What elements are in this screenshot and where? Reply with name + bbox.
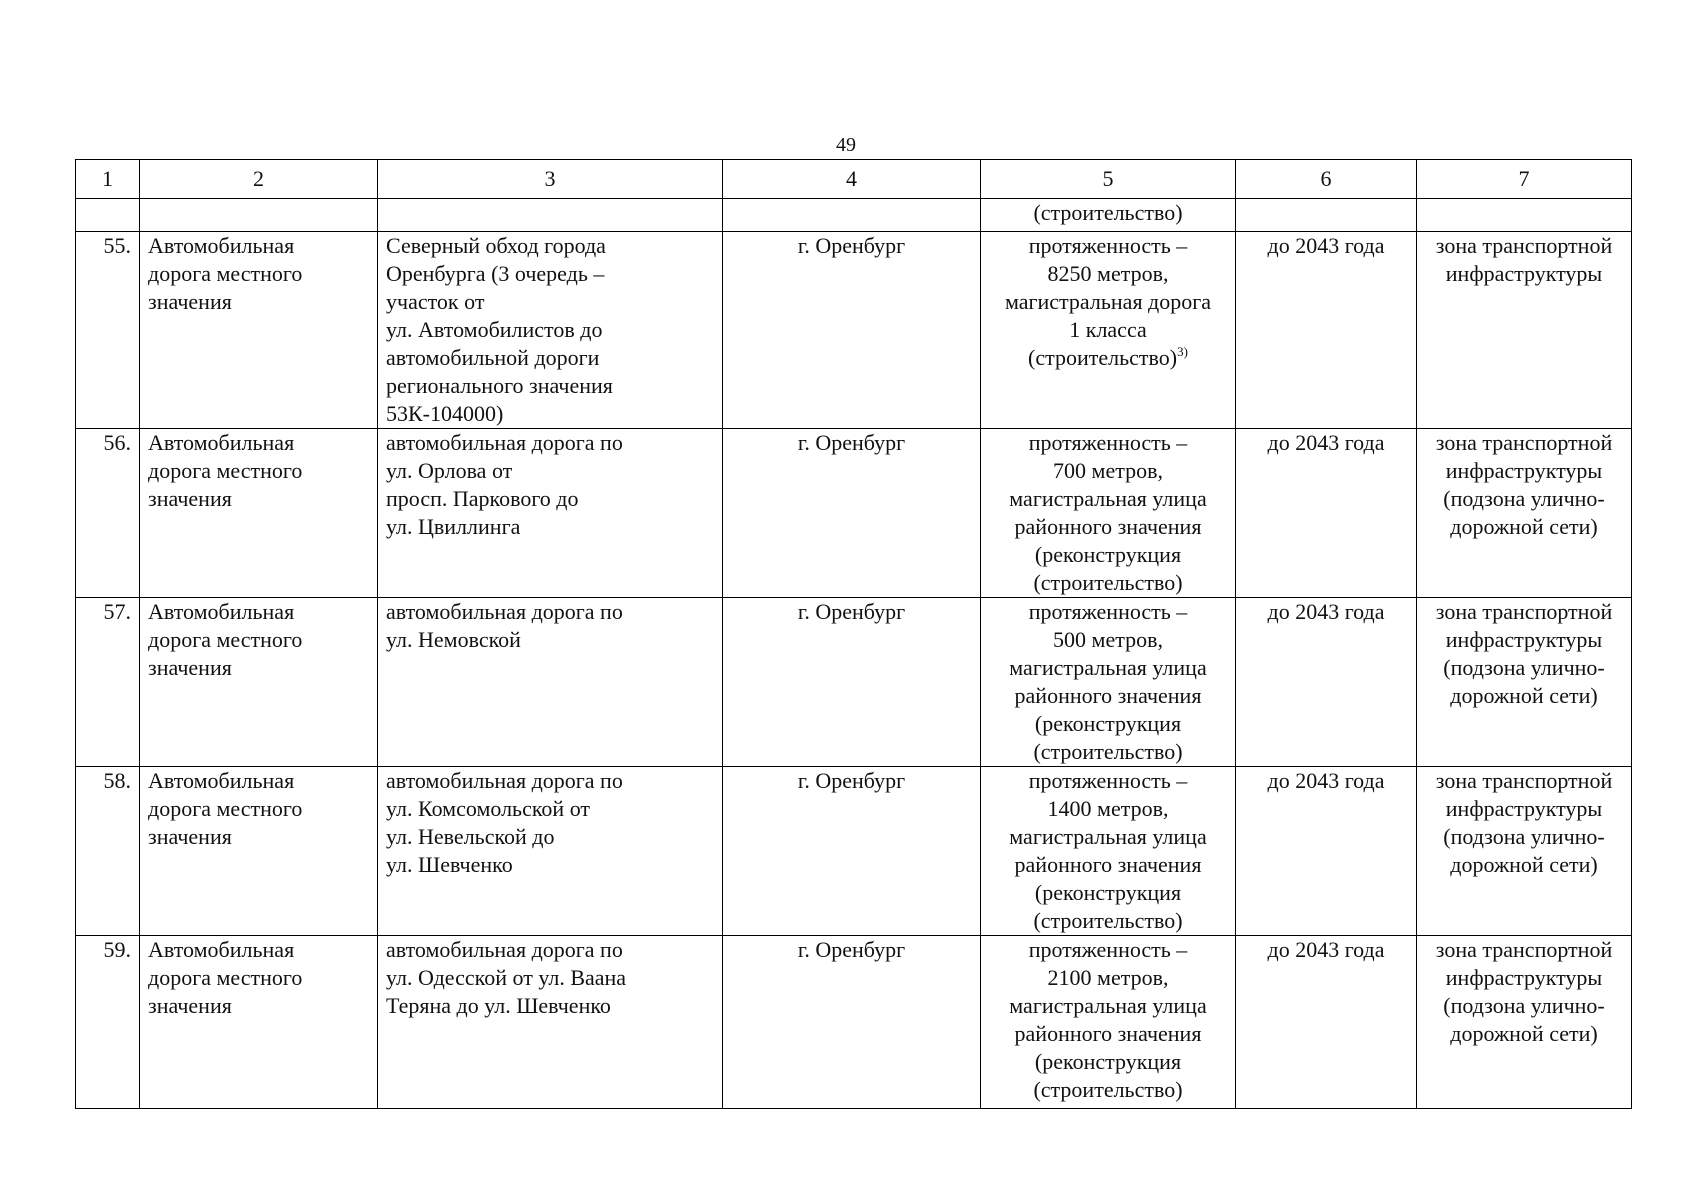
footnote-mark: 3) [1177,344,1188,359]
zone-cell [1417,936,1632,1109]
zone-cell [1417,232,1632,429]
object-type-cell [140,598,378,767]
object-name-cell [378,767,723,936]
params-line: районного значения [1014,514,1202,539]
object-name-line: автомобильной дороги [386,345,600,370]
object-type-line: значения [148,655,232,680]
params-line: магистральная улица [1009,824,1207,849]
zone-line: зона транспортной [1435,233,1613,258]
zone-line: (подзона улично- [1443,655,1605,680]
object-name-line: автомобильная дорога по [386,768,623,793]
object-name-line: участок от [386,289,485,314]
params-cell [981,429,1236,598]
params-line: 8250 метров, [1047,261,1169,286]
object-type-line: дорога местного [148,796,303,821]
params-line: 500 метров, [1053,627,1163,652]
params-line: магистральная дорога [1004,289,1212,314]
zone-line: (подзона улично- [1443,486,1605,511]
params-line: магистральная улица [1009,655,1207,680]
object-name-line: ул. Автомобилистов до [386,317,603,342]
row-number: 57. [76,598,140,767]
deadline: до 2043 года [1236,598,1417,767]
object-type-line: дорога местного [148,261,303,286]
object-name-line: просп. Паркового до [386,486,579,511]
object-name-cell [378,598,723,767]
location: г. Оренбург [723,598,981,767]
params-line: протяженность – [1028,599,1188,624]
params-cell [981,767,1236,936]
params-line: (реконструкция [1034,542,1182,567]
row-number: 56. [76,429,140,598]
params-line: (реконструкция [1034,1049,1182,1074]
object-name-line: автомобильная дорога по [386,599,623,624]
params-line: (строительство) [1033,1077,1183,1102]
object-name-line: Теряна до ул. Шевченко [386,993,611,1018]
object-name-line: Оренбурга (3 очередь – [386,261,605,286]
params-line: (строительство) [1033,570,1183,595]
column-header: 3 [378,160,723,199]
column-header: 5 [981,160,1236,199]
row-number: 55. [76,232,140,429]
object-type-line: дорога местного [148,458,303,483]
params-line-wrap [989,344,1227,372]
column-header: 7 [1417,160,1632,199]
object-type-cell [140,429,378,598]
continuation-row [76,199,1632,232]
object-type-line: дорога местного [148,627,303,652]
zone-line: дорожной сети) [1450,514,1598,539]
params-line: магистральная улица [1009,486,1207,511]
zone-line: (подзона улично- [1443,824,1605,849]
page-number: 49 [836,134,856,156]
params-line: 1 класса [1069,317,1147,342]
object-type-line: значения [148,289,232,314]
object-name-line: автомобильная дорога по [386,937,623,962]
object-type-line: значения [148,824,232,849]
params-line: (строительство) [1033,908,1183,933]
zone-line: дорожной сети) [1450,852,1598,877]
table-cell [723,199,981,232]
location: г. Оренбург [723,767,981,936]
params-line: (строительство) [1033,739,1183,764]
deadline: до 2043 года [1236,936,1417,1109]
object-type-line: дорога местного [148,965,303,990]
table-cell [1236,199,1417,232]
params-line: магистральная улица [1009,993,1207,1018]
params-cell [981,936,1236,1109]
zone-line: дорожной сети) [1450,1021,1598,1046]
object-name-line: 53К-104000) [386,401,504,426]
column-header: 6 [1236,160,1417,199]
object-name-line: ул. Немовской [386,627,521,652]
params-cell [981,598,1236,767]
zone-line: инфраструктуры [1445,458,1603,483]
location: г. Оренбург [723,232,981,429]
object-name-cell [378,232,723,429]
column-header: 1 [76,160,140,199]
object-type-line: Автомобильная [148,599,295,624]
zone-line: зона транспортной [1435,599,1613,624]
zone-line: инфраструктуры [1445,965,1603,990]
zone-line: дорожной сети) [1450,683,1598,708]
object-type-line: Автомобильная [148,233,295,258]
object-name-line: Северный обход города [386,233,606,258]
params-line: районного значения [1014,852,1202,877]
params-line: 2100 метров, [1047,965,1169,990]
deadline: до 2043 года [1236,767,1417,936]
zone-line: зона транспортной [1435,768,1613,793]
object-name-line: ул. Орлова от [386,458,513,483]
table-cell [1417,199,1632,232]
params-cell: (строительство) [981,199,1236,232]
table-row [76,936,1632,1109]
table-row [76,767,1632,936]
params-cell [981,232,1236,429]
params-line: 1400 метров, [1047,796,1169,821]
column-header: 4 [723,160,981,199]
object-type-line: Автомобильная [148,768,295,793]
params-line: (строительство) [1028,345,1178,370]
object-name-cell [378,429,723,598]
row-number: 58. [76,767,140,936]
deadline: до 2043 года [1236,429,1417,598]
object-type-line: значения [148,486,232,511]
params-line: протяженность – [1028,768,1188,793]
object-type-cell [140,767,378,936]
object-type-cell [140,936,378,1109]
zone-line: зона транспортной [1435,430,1613,455]
params-line: районного значения [1014,683,1202,708]
object-name-line: регионального значения [386,373,613,398]
objects-table [75,159,1632,1109]
location: г. Оренбург [723,429,981,598]
object-type-cell [140,232,378,429]
zone-line: инфраструктуры [1445,627,1603,652]
params-line: (реконструкция [1034,880,1182,905]
column-header: 2 [140,160,378,199]
object-type-line: Автомобильная [148,937,295,962]
params-line: протяженность – [1028,937,1188,962]
params-line: 700 метров, [1053,458,1163,483]
zone-cell [1417,767,1632,936]
zone-line: (подзона улично- [1443,993,1605,1018]
deadline: до 2043 года [1236,232,1417,429]
zone-line: зона транспортной [1435,937,1613,962]
object-type-line: значения [148,993,232,1018]
row-number: 59. [76,936,140,1109]
table-cell [76,199,140,232]
object-name-line: ул. Цвиллинга [386,514,521,539]
table-row [76,232,1632,429]
table-cell [378,199,723,232]
zone-line: инфраструктуры [1445,796,1603,821]
object-type-line: Автомобильная [148,430,295,455]
object-name-cell [378,936,723,1109]
zone-line: инфраструктуры [1445,261,1603,286]
object-name-line: автомобильная дорога по [386,430,623,455]
table-row [76,598,1632,767]
object-name-line: ул. Одесской от ул. Ваана [386,965,627,990]
params-line: протяженность – [1028,430,1188,455]
params-line: (реконструкция [1034,711,1182,736]
object-name-line: ул. Комсомольской от [386,796,591,821]
table-cell [140,199,378,232]
location: г. Оренбург [723,936,981,1109]
object-name-line: ул. Невельской до [386,824,555,849]
header-row [76,160,1632,199]
table-row [76,429,1632,598]
params-line: районного значения [1014,1021,1202,1046]
params-line: протяженность – [1028,233,1188,258]
zone-cell [1417,429,1632,598]
zone-cell [1417,598,1632,767]
object-name-line: ул. Шевченко [386,852,513,877]
